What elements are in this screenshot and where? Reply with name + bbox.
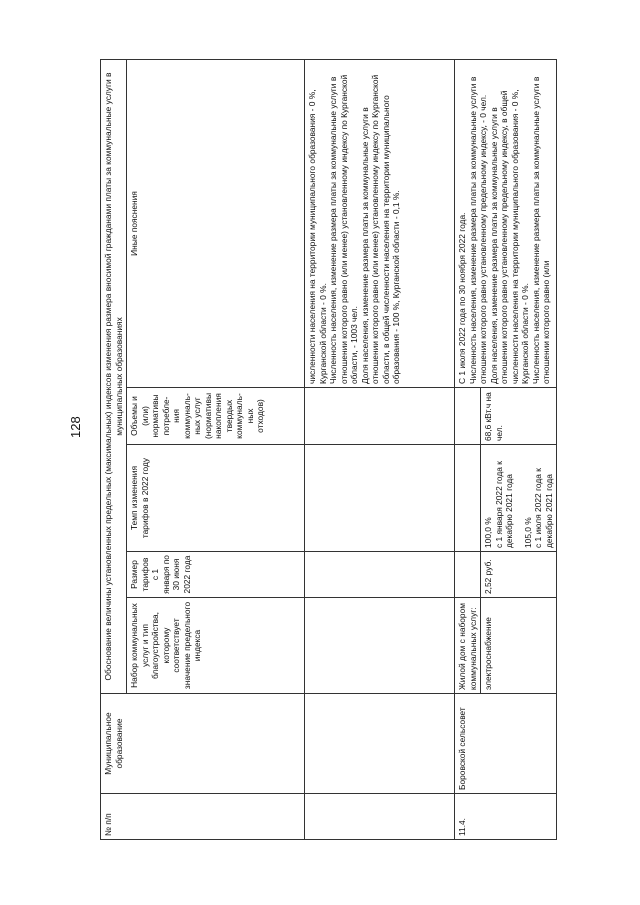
row-rate: [481, 445, 557, 552]
row-notes: С 1 июля 2022 года по 30 ноября 2022 года. Численность населения, изменение размера платы за коммунальные услуги в отношении которого равно установленному предельному индексу, - 0 чел. Доля населения, изменение размера платы за коммунальные услуги в отношении которого равно установленному предельному индексу, в общей численности населения на территории муниципального образования - 0 %, Курганской области - 0 %. Численность населения, изменение размера платы за коммунальные услуги в отношении которого равно (или: [455, 59, 557, 387]
row-num: 11.4.: [455, 794, 557, 840]
justification-table: [100, 59, 557, 840]
row-11-4-heading: [455, 59, 481, 839]
row-rate-2: 105,0 % с 1 июля 2022 года к декабрю 2021 года: [522, 468, 554, 548]
row-service: электроснабжение: [481, 598, 557, 694]
header-row-1: [101, 59, 127, 839]
header-tariff: Размер тарифов с 1 января по 30 июня 2022 года: [127, 552, 305, 598]
header-notes: Иные пояснения: [127, 59, 305, 387]
page-number: 128: [68, 416, 83, 438]
header-num: № п/п: [101, 794, 305, 840]
header-volume: Объемы и (или) нормативы потребле-ния коммуналь-ных услуг (нормативы накопления твердых коммуналь-ных отходов): [127, 388, 305, 445]
header-rate: Темп изменения тарифов в 2022 году: [127, 445, 305, 552]
header-group-title: Обоснование величины установленных предельных (максимальных) индексов изменения размера вносимой гражданами платы за коммунальные услуги в муниципальных образованиях: [101, 59, 127, 693]
row-set-heading: Жилой дом с набором коммунальных услуг:: [455, 598, 481, 694]
row-municipality: Боровской сельсовет: [455, 694, 557, 794]
row-rate-1: 100,0 % с 1 января 2022 года к декабрю 2021 года: [483, 461, 514, 548]
row-tariff: 2,52 руб.: [481, 552, 557, 598]
header-set: Набор коммунальных услуг и тип благоустройства, которому соответствует значение предельного индекса: [127, 598, 305, 694]
continuation-row: [305, 59, 455, 839]
continuation-notes: численности населения на территории муниципального образования - 0 %, Курганской области - 0 %. Численность населения, изменение размера платы за коммунальные услуги в отношении которого равно (или менее) установленному индексу по Курганской области, - 1003 чел. Доля населения, изменение размера платы за коммунальные услуги в отношении которого равно (или менее) установленному индексу по Курганской области, в общей численности населения на территории муниципального образования - 100 %, Курганской области - 0,1 %.: [305, 59, 455, 387]
row-volume: 68,6 кВт.ч на чел.: [481, 388, 557, 445]
rotated-page: [100, 60, 605, 840]
header-municipality: Муниципальное образование: [101, 694, 305, 794]
